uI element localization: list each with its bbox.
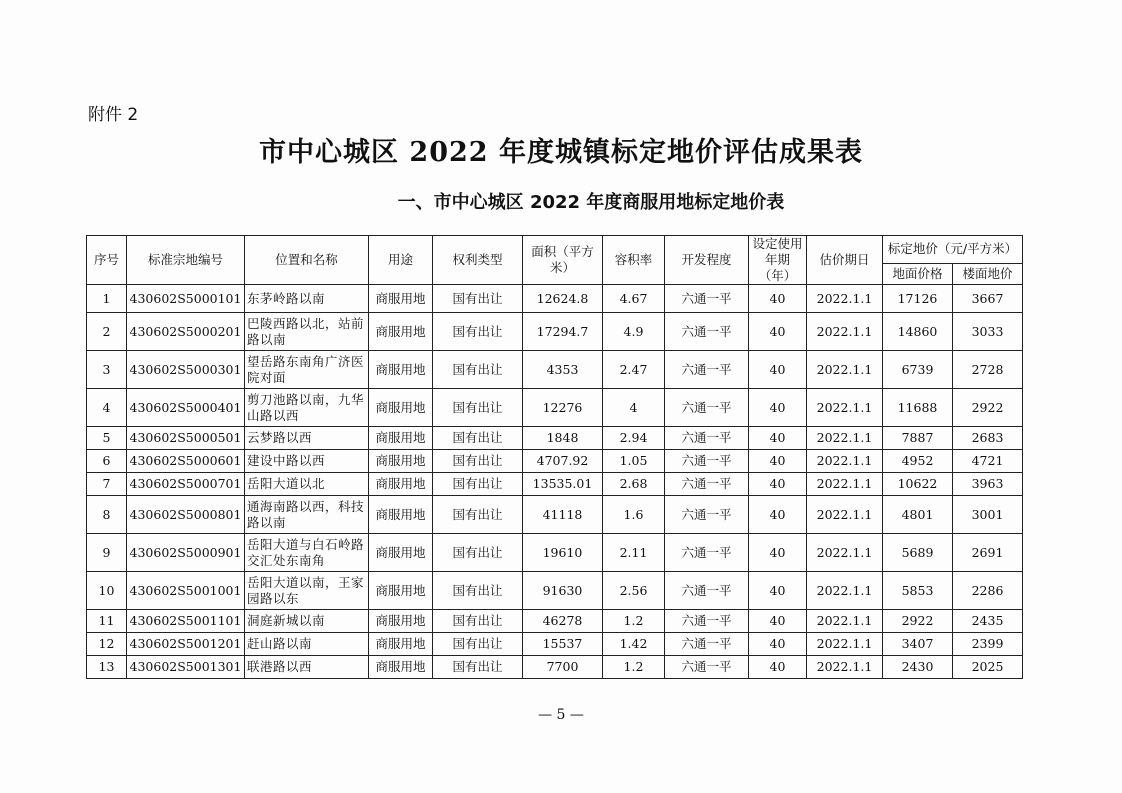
header-date: 估价期日 bbox=[807, 236, 883, 285]
cell-dev: 六通一平 bbox=[665, 351, 749, 389]
cell-code: 430602S5001101 bbox=[127, 610, 245, 633]
cell-location: 洞庭新城以南 bbox=[245, 610, 369, 633]
table-row bbox=[87, 656, 1023, 679]
cell-dev: 六通一平 bbox=[665, 534, 749, 572]
cell-location: 联港路以西 bbox=[245, 656, 369, 679]
cell-date: 2022.1.1 bbox=[807, 450, 883, 473]
cell-area: 13535.01 bbox=[523, 473, 603, 496]
cell-right-type: 国有出让 bbox=[433, 610, 523, 633]
cell-floor-price: 2399 bbox=[953, 633, 1023, 656]
cell-date: 2022.1.1 bbox=[807, 473, 883, 496]
cell-right-type: 国有出让 bbox=[433, 389, 523, 427]
cell-right-type: 国有出让 bbox=[433, 572, 523, 610]
cell-far: 4.67 bbox=[603, 285, 665, 313]
cell-seq: 3 bbox=[87, 351, 127, 389]
cell-seq: 11 bbox=[87, 610, 127, 633]
cell-ground-price: 2430 bbox=[883, 656, 953, 679]
cell-use: 商服用地 bbox=[369, 534, 433, 572]
cell-seq: 10 bbox=[87, 572, 127, 610]
land-price-table bbox=[86, 235, 1023, 679]
cell-location: 云梦路以西 bbox=[245, 427, 369, 450]
cell-date: 2022.1.1 bbox=[807, 313, 883, 351]
cell-use: 商服用地 bbox=[369, 285, 433, 313]
cell-location: 赶山路以南 bbox=[245, 633, 369, 656]
cell-floor-price: 3963 bbox=[953, 473, 1023, 496]
cell-seq: 4 bbox=[87, 389, 127, 427]
cell-floor-price: 2435 bbox=[953, 610, 1023, 633]
cell-area: 15537 bbox=[523, 633, 603, 656]
cell-ground-price: 10622 bbox=[883, 473, 953, 496]
cell-ground-price: 5689 bbox=[883, 534, 953, 572]
cell-area: 91630 bbox=[523, 572, 603, 610]
header-far: 容积率 bbox=[603, 236, 665, 285]
cell-location: 望岳路东南角广济医院对面 bbox=[245, 351, 369, 389]
cell-use: 商服用地 bbox=[369, 496, 433, 534]
cell-date: 2022.1.1 bbox=[807, 427, 883, 450]
cell-code: 430602S5000401 bbox=[127, 389, 245, 427]
cell-right-type: 国有出让 bbox=[433, 496, 523, 534]
cell-floor-price: 2286 bbox=[953, 572, 1023, 610]
cell-seq: 13 bbox=[87, 656, 127, 679]
cell-seq: 6 bbox=[87, 450, 127, 473]
cell-floor-price: 2922 bbox=[953, 389, 1023, 427]
cell-code: 430602S5001001 bbox=[127, 572, 245, 610]
cell-location: 建设中路以西 bbox=[245, 450, 369, 473]
cell-ground-price: 5853 bbox=[883, 572, 953, 610]
table-row bbox=[87, 496, 1023, 534]
header-price-group: 标定地价（元/平方米） bbox=[883, 236, 1023, 264]
cell-right-type: 国有出让 bbox=[433, 427, 523, 450]
cell-code: 430602S5000901 bbox=[127, 534, 245, 572]
cell-term: 40 bbox=[749, 633, 807, 656]
cell-code: 430602S5000601 bbox=[127, 450, 245, 473]
cell-code: 430602S5000101 bbox=[127, 285, 245, 313]
header-floor-price: 楼面地价 bbox=[953, 263, 1023, 284]
cell-use: 商服用地 bbox=[369, 572, 433, 610]
table-row bbox=[87, 473, 1023, 496]
cell-far: 2.11 bbox=[603, 534, 665, 572]
cell-floor-price: 3667 bbox=[953, 285, 1023, 313]
header-area: 面积（平方米） bbox=[523, 236, 603, 285]
cell-far: 1.42 bbox=[603, 633, 665, 656]
cell-dev: 六通一平 bbox=[665, 389, 749, 427]
cell-term: 40 bbox=[749, 450, 807, 473]
cell-area: 12624.8 bbox=[523, 285, 603, 313]
cell-far: 2.68 bbox=[603, 473, 665, 496]
cell-dev: 六通一平 bbox=[665, 656, 749, 679]
table-row bbox=[87, 389, 1023, 427]
cell-far: 2.47 bbox=[603, 351, 665, 389]
cell-dev: 六通一平 bbox=[665, 496, 749, 534]
cell-floor-price: 2683 bbox=[953, 427, 1023, 450]
cell-use: 商服用地 bbox=[369, 427, 433, 450]
cell-location: 剪刀池路以南，九华山路以西 bbox=[245, 389, 369, 427]
cell-area: 46278 bbox=[523, 610, 603, 633]
cell-seq: 9 bbox=[87, 534, 127, 572]
cell-seq: 7 bbox=[87, 473, 127, 496]
cell-location: 岳阳大道以北 bbox=[245, 473, 369, 496]
header-dev: 开发程度 bbox=[665, 236, 749, 285]
cell-code: 430602S5001301 bbox=[127, 656, 245, 679]
table-body bbox=[87, 285, 1023, 679]
cell-right-type: 国有出让 bbox=[433, 473, 523, 496]
cell-area: 19610 bbox=[523, 534, 603, 572]
cell-far: 1.2 bbox=[603, 656, 665, 679]
cell-far: 4 bbox=[603, 389, 665, 427]
cell-use: 商服用地 bbox=[369, 351, 433, 389]
cell-floor-price: 2691 bbox=[953, 534, 1023, 572]
cell-date: 2022.1.1 bbox=[807, 389, 883, 427]
cell-far: 4.9 bbox=[603, 313, 665, 351]
cell-far: 1.2 bbox=[603, 610, 665, 633]
cell-code: 430602S5000501 bbox=[127, 427, 245, 450]
cell-far: 1.6 bbox=[603, 496, 665, 534]
table-subtitle: 一、市中心城区 2022 年度商服用地标定地价表 bbox=[397, 192, 785, 213]
cell-ground-price: 3407 bbox=[883, 633, 953, 656]
cell-seq: 8 bbox=[87, 496, 127, 534]
page-number: — 5 — bbox=[538, 707, 584, 723]
cell-date: 2022.1.1 bbox=[807, 656, 883, 679]
cell-date: 2022.1.1 bbox=[807, 351, 883, 389]
cell-location: 巴陵西路以北，站前路以南 bbox=[245, 313, 369, 351]
table-row bbox=[87, 450, 1023, 473]
cell-right-type: 国有出让 bbox=[433, 450, 523, 473]
cell-ground-price: 4801 bbox=[883, 496, 953, 534]
cell-use: 商服用地 bbox=[369, 633, 433, 656]
cell-floor-price: 2025 bbox=[953, 656, 1023, 679]
cell-term: 40 bbox=[749, 427, 807, 450]
table-row bbox=[87, 633, 1023, 656]
cell-area: 17294.7 bbox=[523, 313, 603, 351]
cell-dev: 六通一平 bbox=[665, 450, 749, 473]
table-row bbox=[87, 351, 1023, 389]
cell-seq: 5 bbox=[87, 427, 127, 450]
cell-code: 430602S5000801 bbox=[127, 496, 245, 534]
cell-code: 430602S5000201 bbox=[127, 313, 245, 351]
cell-right-type: 国有出让 bbox=[433, 633, 523, 656]
header-right-type: 权利类型 bbox=[433, 236, 523, 285]
attachment-label: 附件 2 bbox=[88, 105, 139, 125]
header-location: 位置和名称 bbox=[245, 236, 369, 285]
header-seq: 序号 bbox=[87, 236, 127, 285]
cell-code: 430602S5000701 bbox=[127, 473, 245, 496]
cell-term: 40 bbox=[749, 473, 807, 496]
cell-far: 1.05 bbox=[603, 450, 665, 473]
cell-area: 4353 bbox=[523, 351, 603, 389]
cell-floor-price: 2728 bbox=[953, 351, 1023, 389]
cell-term: 40 bbox=[749, 572, 807, 610]
cell-seq: 12 bbox=[87, 633, 127, 656]
cell-dev: 六通一平 bbox=[665, 610, 749, 633]
cell-far: 2.94 bbox=[603, 427, 665, 450]
cell-right-type: 国有出让 bbox=[433, 285, 523, 313]
cell-date: 2022.1.1 bbox=[807, 572, 883, 610]
cell-ground-price: 17126 bbox=[883, 285, 953, 313]
cell-date: 2022.1.1 bbox=[807, 285, 883, 313]
cell-right-type: 国有出让 bbox=[433, 351, 523, 389]
cell-ground-price: 6739 bbox=[883, 351, 953, 389]
cell-dev: 六通一平 bbox=[665, 633, 749, 656]
cell-code: 430602S5000301 bbox=[127, 351, 245, 389]
cell-ground-price: 4952 bbox=[883, 450, 953, 473]
header-use: 用途 bbox=[369, 236, 433, 285]
cell-location: 通海南路以西，科技路以南 bbox=[245, 496, 369, 534]
cell-far: 2.56 bbox=[603, 572, 665, 610]
cell-dev: 六通一平 bbox=[665, 473, 749, 496]
header-term: 设定使用年期（年） bbox=[749, 236, 807, 285]
cell-code: 430602S5001201 bbox=[127, 633, 245, 656]
header-code: 标准宗地编号 bbox=[127, 236, 245, 285]
table-row bbox=[87, 610, 1023, 633]
cell-term: 40 bbox=[749, 656, 807, 679]
cell-date: 2022.1.1 bbox=[807, 633, 883, 656]
header-ground-price: 地面价格 bbox=[883, 263, 953, 284]
cell-area: 7700 bbox=[523, 656, 603, 679]
cell-dev: 六通一平 bbox=[665, 427, 749, 450]
cell-right-type: 国有出让 bbox=[433, 656, 523, 679]
cell-use: 商服用地 bbox=[369, 313, 433, 351]
cell-term: 40 bbox=[749, 389, 807, 427]
table-row bbox=[87, 285, 1023, 313]
cell-floor-price: 4721 bbox=[953, 450, 1023, 473]
cell-term: 40 bbox=[749, 534, 807, 572]
cell-use: 商服用地 bbox=[369, 389, 433, 427]
cell-term: 40 bbox=[749, 610, 807, 633]
cell-seq: 2 bbox=[87, 313, 127, 351]
cell-term: 40 bbox=[749, 496, 807, 534]
cell-term: 40 bbox=[749, 313, 807, 351]
cell-term: 40 bbox=[749, 351, 807, 389]
table-row bbox=[87, 427, 1023, 450]
cell-dev: 六通一平 bbox=[665, 313, 749, 351]
cell-location: 东茅岭路以南 bbox=[245, 285, 369, 313]
cell-ground-price: 2922 bbox=[883, 610, 953, 633]
cell-ground-price: 14860 bbox=[883, 313, 953, 351]
cell-floor-price: 3033 bbox=[953, 313, 1023, 351]
cell-ground-price: 7887 bbox=[883, 427, 953, 450]
cell-area: 4707.92 bbox=[523, 450, 603, 473]
cell-use: 商服用地 bbox=[369, 450, 433, 473]
table-row bbox=[87, 313, 1023, 351]
cell-location: 岳阳大道与白石岭路交汇处东南角 bbox=[245, 534, 369, 572]
cell-right-type: 国有出让 bbox=[433, 534, 523, 572]
cell-dev: 六通一平 bbox=[665, 285, 749, 313]
cell-date: 2022.1.1 bbox=[807, 534, 883, 572]
cell-use: 商服用地 bbox=[369, 473, 433, 496]
cell-use: 商服用地 bbox=[369, 610, 433, 633]
cell-term: 40 bbox=[749, 285, 807, 313]
cell-area: 12276 bbox=[523, 389, 603, 427]
table-row bbox=[87, 572, 1023, 610]
cell-floor-price: 3001 bbox=[953, 496, 1023, 534]
cell-area: 1848 bbox=[523, 427, 603, 450]
cell-date: 2022.1.1 bbox=[807, 610, 883, 633]
cell-area: 41118 bbox=[523, 496, 603, 534]
cell-seq: 1 bbox=[87, 285, 127, 313]
cell-date: 2022.1.1 bbox=[807, 496, 883, 534]
cell-dev: 六通一平 bbox=[665, 572, 749, 610]
cell-use: 商服用地 bbox=[369, 656, 433, 679]
cell-right-type: 国有出让 bbox=[433, 313, 523, 351]
cell-ground-price: 11688 bbox=[883, 389, 953, 427]
cell-location: 岳阳大道以南，王家园路以东 bbox=[245, 572, 369, 610]
table-row bbox=[87, 534, 1023, 572]
document-title: 市中心城区 2022 年度城镇标定地价评估成果表 bbox=[259, 137, 863, 168]
